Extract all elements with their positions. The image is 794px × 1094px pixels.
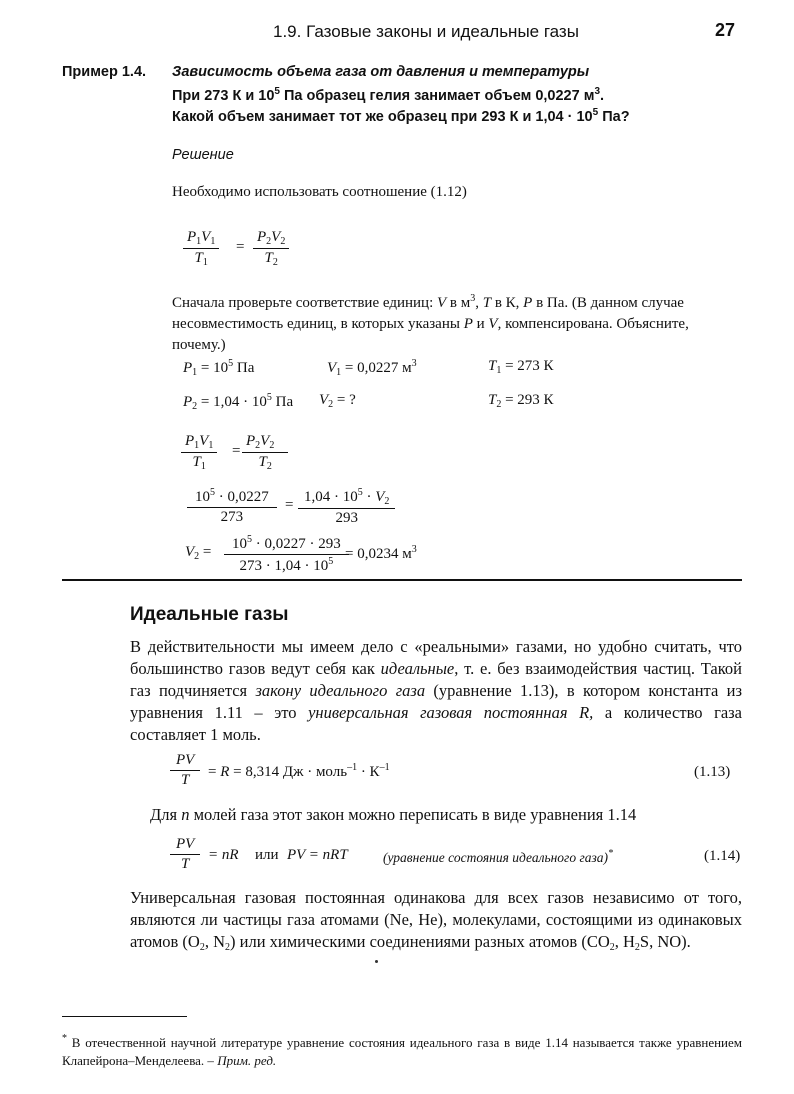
example-question-line-1: При 273 К и $10^5$ Па образец гелия занимает объем 0,0227 $м^3$. (172, 86, 605, 104)
universal-constant-paragraph: Универсальная газовая постоянная одинакова для всех газов независимо от того, являются ли частицы газа атомами (Ne, He), молекулами, состоящими из одинаковых атомов ($O_2$, $N_2$) или химическими соединениями разных атомов ($CO_2$, $H_2S$, NO). (130, 888, 742, 953)
substitution-left-fraction: $\frac{10^5 \cdot 0,0227}{273}$ (187, 487, 277, 526)
example-question-line-2: Какой объем занимает тот же образец при 293 К и $1,04 \cdot 10^5$ Па? (172, 107, 630, 125)
equals-sign: = (232, 443, 241, 459)
eq-113-fraction: $\frac{PV}{T}$ (170, 752, 200, 789)
given-t1: $T_1 = 273$ К (488, 358, 554, 376)
eq-113-rhs: = R = 8,314 Дж · моль$^{-1}$ · $К^{-1}$ (208, 762, 390, 780)
ideal-gas-paragraph: В действительности мы имеем дело с «реальными» газами, но удобно считать, что большинство газов ведут себя как идеальные, т. е. без взаимодействия частиц. Такой газ подчиняется закону идеального газа (уравнение 1.13), в котором константа из уравнения 1.11 – это универсальная газовая постоянная R, а количество газа составляет 1 моль. (130, 637, 743, 744)
v2-fraction: $\frac{10^5 \cdot 0,0227 \cdot 293}{273 \cdot 1,04 \cdot 10^5}$ (224, 534, 349, 575)
given-p2: $P_2 = 1,04 \cdot 10^5$ Па (183, 392, 294, 412)
footnote: * В отечественной научной литературе уравнение состояния идеального газа в виде 1.14 называется также уравнением Клапейрона–Менделеева. – Прим. ред. (62, 1033, 742, 1068)
eq-113-number: (1.13) (694, 764, 731, 780)
solution-intro: Необходимо использовать соотношение (1.12) (172, 184, 467, 200)
equals-sign: = (285, 497, 294, 513)
section-divider (62, 579, 742, 581)
formula-112-right-fraction: $\frac{P_2V_2}{T_2}$ (253, 229, 289, 268)
eq-114-fraction: $\frac{PV}{T}$ (170, 836, 200, 873)
units-note: Сначала проверьте соответствие единиц: V в $м^3$, T в К, P в Па. (В данном случае несовместимость единиц, в которых указаны P и V, компенсирована. Объясните, почему.) (172, 293, 689, 353)
substitution-right-fraction: $\frac{1,04 \cdot 10^5 \cdot V_2}{293}$ (298, 487, 395, 527)
eq-114-number: (1.14) (704, 848, 741, 864)
formula-112-left-fraction: $\frac{P_1V_1}{T_1}$ (183, 229, 219, 268)
v2-result: = 0,0234 $м^3$ (345, 544, 417, 562)
eq-114-or: или (255, 847, 279, 863)
section-heading: Идеальные газы (130, 604, 289, 625)
running-head: 1.9. Газовые законы и идеальные газы (273, 22, 579, 41)
footnote-rule (62, 1016, 187, 1017)
stray-mark (375, 960, 378, 963)
v2-label: $V_2$ = (185, 544, 212, 562)
example-title: Зависимость объема газа от давления и температуры (172, 64, 590, 80)
page-number: 27 (715, 20, 736, 40)
given-p1: $P_1 = 10^5$ Па (183, 358, 255, 378)
solution-heading: Решение (172, 147, 234, 163)
given-v1: $V_1 = 0,0227$ $м^3$ (327, 358, 417, 378)
given-t2: $T_2 = 293$ К (488, 392, 554, 410)
eq-114-note: (уравнение состояния идеального газа)* (383, 848, 613, 865)
eq-114-rhs: = nR (208, 847, 239, 863)
formula-repeat-right-fraction: $\frac{P_2V_2}{T_2}$ (242, 433, 288, 472)
given-v2: $V_2$ = ? (319, 392, 356, 410)
eq-114-rhs-2: PV = nRT (287, 847, 348, 863)
equals-sign: = (236, 239, 245, 255)
formula-repeat-left-fraction: $\frac{P_1V_1}{T_1}$ (181, 433, 217, 472)
n-moles-text: Для n молей газа этот закон можно переписать в виде уравнения 1.14 (150, 805, 637, 824)
example-label: Пример 1.4. (62, 64, 147, 80)
